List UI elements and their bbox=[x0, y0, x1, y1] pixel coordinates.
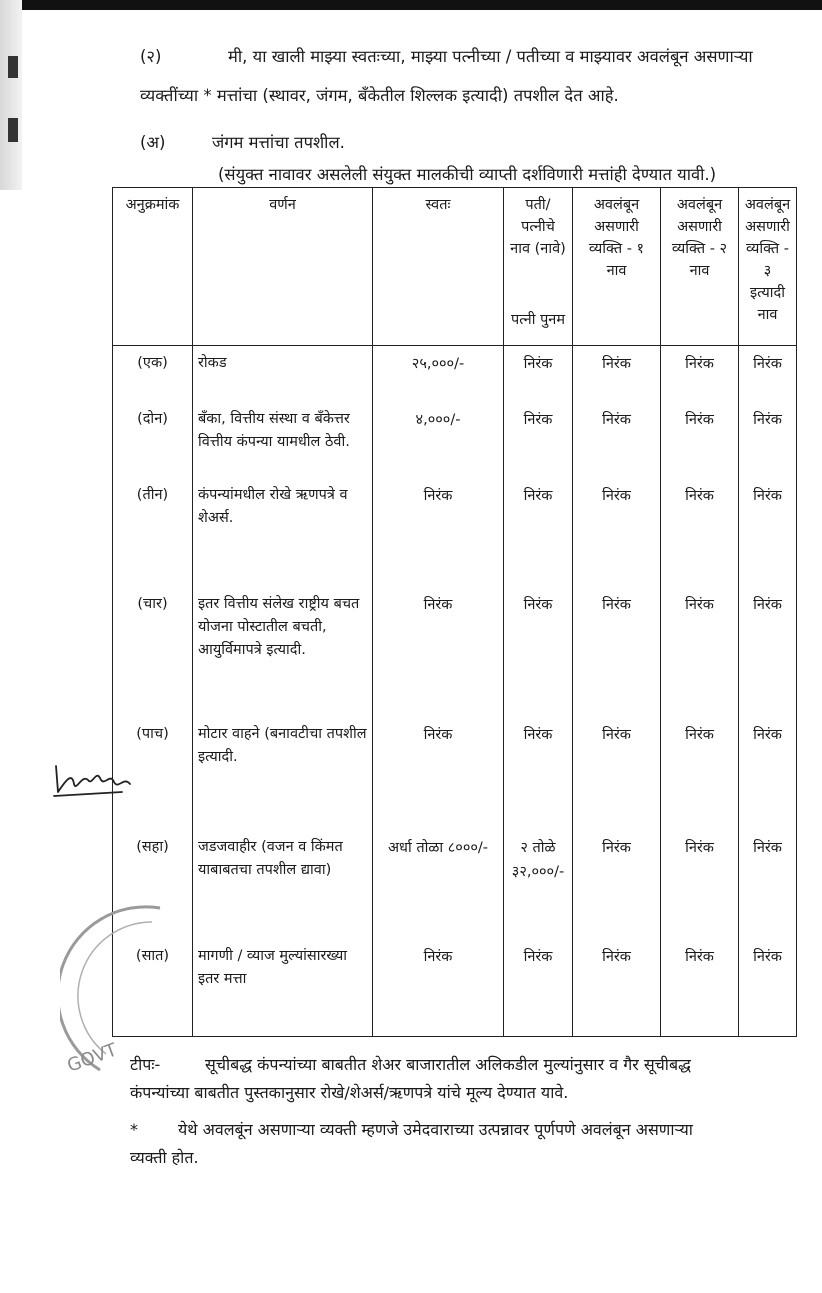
table-header-row bbox=[113, 188, 797, 346]
scan-top-border bbox=[0, 0, 822, 10]
cell-dependent-1: निरंक bbox=[573, 939, 661, 1037]
header-description: वर्णन bbox=[193, 188, 373, 346]
cell-dependent-3: निरंक bbox=[739, 717, 797, 830]
cell-dependent-3: निरंक bbox=[739, 587, 797, 717]
cell-dependent-3: निरंक bbox=[739, 478, 797, 587]
cell-dependent-3: निरंक bbox=[739, 346, 797, 402]
header-serial: अनुक्रमांक bbox=[113, 188, 193, 346]
cell-dependent-1: निरंक bbox=[573, 346, 661, 402]
section-title: जंगम मत्तांचा तपशील. bbox=[212, 133, 345, 152]
cell-dependent-3: निरंक bbox=[739, 939, 797, 1037]
tip-line-2: कंपन्यांच्या बाबतीत पुस्तकानुसार रोखे/शेअर्स/ऋणपत्रे यांचे मूल्य देण्यात यावे. bbox=[130, 1083, 569, 1102]
table-row bbox=[113, 587, 797, 717]
cell-description: रोकड bbox=[193, 346, 373, 402]
cell-description: जडजवाहीर (वजन व किंमत याबाबतचा तपशील द्यावा) bbox=[193, 830, 373, 939]
scan-left-edge bbox=[0, 0, 22, 190]
footnote-line-1: येथे अवलबूंन असणाऱ्या व्यक्ती म्हणजे उमेदवाराच्या उत्पन्नावर पूर्णपणे अवलंबून असणाऱ्या bbox=[178, 1120, 693, 1139]
cell-spouse: निरंक bbox=[504, 717, 573, 830]
cell-description: मोटार वाहने (बनावटीचा तपशील इत्यादी. bbox=[193, 717, 373, 830]
cell-dependent-2: निरंक bbox=[661, 830, 739, 939]
cell-spouse: निरंक bbox=[504, 402, 573, 478]
cell-dependent-3: निरंक bbox=[739, 830, 797, 939]
cell-self: ४,०००/- bbox=[373, 402, 504, 478]
header-spouse-name: पत्नी पुनम bbox=[510, 312, 566, 328]
cell-self: २५,०००/- bbox=[373, 346, 504, 402]
cell-spouse: निरंक bbox=[504, 587, 573, 717]
table-row bbox=[113, 717, 797, 830]
cell-spouse: २ तोळे ३२,०००/- bbox=[504, 830, 573, 939]
cell-dependent-1: निरंक bbox=[573, 478, 661, 587]
cell-serial: (चार) bbox=[113, 587, 193, 717]
cell-serial: (एक) bbox=[113, 346, 193, 402]
cell-dependent-3: निरंक bbox=[739, 402, 797, 478]
header-self: स्वतः bbox=[373, 188, 504, 346]
cell-spouse: निरंक bbox=[504, 939, 573, 1037]
tip-label: टीपः- bbox=[130, 1055, 161, 1074]
header-dependent-1: अवलंबून असणारी व्यक्ति - १ नाव bbox=[573, 188, 661, 346]
stamp-text: GOVT bbox=[64, 1039, 120, 1077]
header-dependent-3: अवलंबून असणारी व्यक्ति - ३ इत्यादी नाव bbox=[739, 188, 797, 346]
cell-description: इतर वित्तीय संलेख राष्ट्रीय बचत योजना पोस्टातील बचती, आयुर्विमापत्रे इत्यादी. bbox=[193, 587, 373, 717]
table-row bbox=[113, 478, 797, 587]
cell-serial: (दोन) bbox=[113, 402, 193, 478]
section-note: (संयुक्त नावावर असलेली संयुक्त मालकीची व्याप्ती दर्शविणारी मत्तांही देण्यात यावी.) bbox=[218, 165, 717, 184]
official-stamp bbox=[60, 900, 168, 1080]
cell-description: मागणी / व्याज मुल्यांसारख्या इतर मत्ता bbox=[193, 939, 373, 1037]
cell-spouse: निरंक bbox=[504, 346, 573, 402]
cell-serial: (पाच) bbox=[113, 717, 193, 830]
section-label: (अ) bbox=[140, 133, 166, 152]
cell-dependent-2: निरंक bbox=[661, 478, 739, 587]
cell-serial: (सहा) bbox=[113, 830, 193, 939]
intro-label: (२) bbox=[140, 47, 162, 66]
cell-dependent-2: निरंक bbox=[661, 346, 739, 402]
scan-binding-mark bbox=[8, 56, 18, 78]
cell-self: निरंक bbox=[373, 587, 504, 717]
cell-self: निरंक bbox=[373, 939, 504, 1037]
handwritten-signature bbox=[52, 762, 134, 802]
scan-binding-mark bbox=[8, 118, 18, 142]
cell-spouse: निरंक bbox=[504, 478, 573, 587]
header-spouse bbox=[504, 188, 573, 346]
movable-assets-table bbox=[112, 187, 797, 1037]
cell-dependent-1: निरंक bbox=[573, 830, 661, 939]
intro-text-line-2: व्यक्तींच्या * मत्तांचा (स्थावर, जंगम, बँकेतील शिल्लक इत्यादी) तपशील देत आहे. bbox=[140, 86, 619, 105]
table-row bbox=[113, 402, 797, 478]
cell-serial: (सात) bbox=[113, 939, 193, 1037]
cell-dependent-2: निरंक bbox=[661, 939, 739, 1037]
cell-description: बँका, वित्तीय संस्था व बँकेत्तर वित्तीय कंपन्या यामधील ठेवी. bbox=[193, 402, 373, 478]
header-dependent-2: अवलंबून असणारी व्यक्ति - २ नाव bbox=[661, 188, 739, 346]
table-row bbox=[113, 939, 797, 1037]
footnote-star: * bbox=[130, 1120, 138, 1139]
intro-text-line-1: मी, या खाली माझ्या स्वतःच्या, माझ्या पत्नीच्या / पतीच्या व माझ्यावर अवलंबून असणाऱ्या bbox=[228, 47, 753, 66]
table-row bbox=[113, 830, 797, 939]
cell-dependent-1: निरंक bbox=[573, 402, 661, 478]
cell-dependent-2: निरंक bbox=[661, 587, 739, 717]
header-spouse-label: पती/पत्नीचे नाव (नावे) bbox=[510, 197, 566, 257]
tip-line-1: सूचीबद्ध कंपन्यांच्या बाबतीत शेअर बाजारातील अलिकडील मुल्यांनुसार व गैर सूचीबद्ध bbox=[205, 1055, 691, 1074]
table-row bbox=[113, 346, 797, 402]
cell-serial: (तीन) bbox=[113, 478, 193, 587]
footnote-line-2: व्यक्ती होत. bbox=[130, 1148, 199, 1167]
cell-self: निरंक bbox=[373, 478, 504, 587]
cell-self: निरंक bbox=[373, 717, 504, 830]
cell-dependent-2: निरंक bbox=[661, 402, 739, 478]
cell-self: अर्धा तोळा ८०००/- bbox=[373, 830, 504, 939]
cell-dependent-1: निरंक bbox=[573, 587, 661, 717]
cell-dependent-2: निरंक bbox=[661, 717, 739, 830]
cell-dependent-1: निरंक bbox=[573, 717, 661, 830]
cell-description: कंपन्यांमधील रोखे ऋणपत्रे व शेअर्स. bbox=[193, 478, 373, 587]
